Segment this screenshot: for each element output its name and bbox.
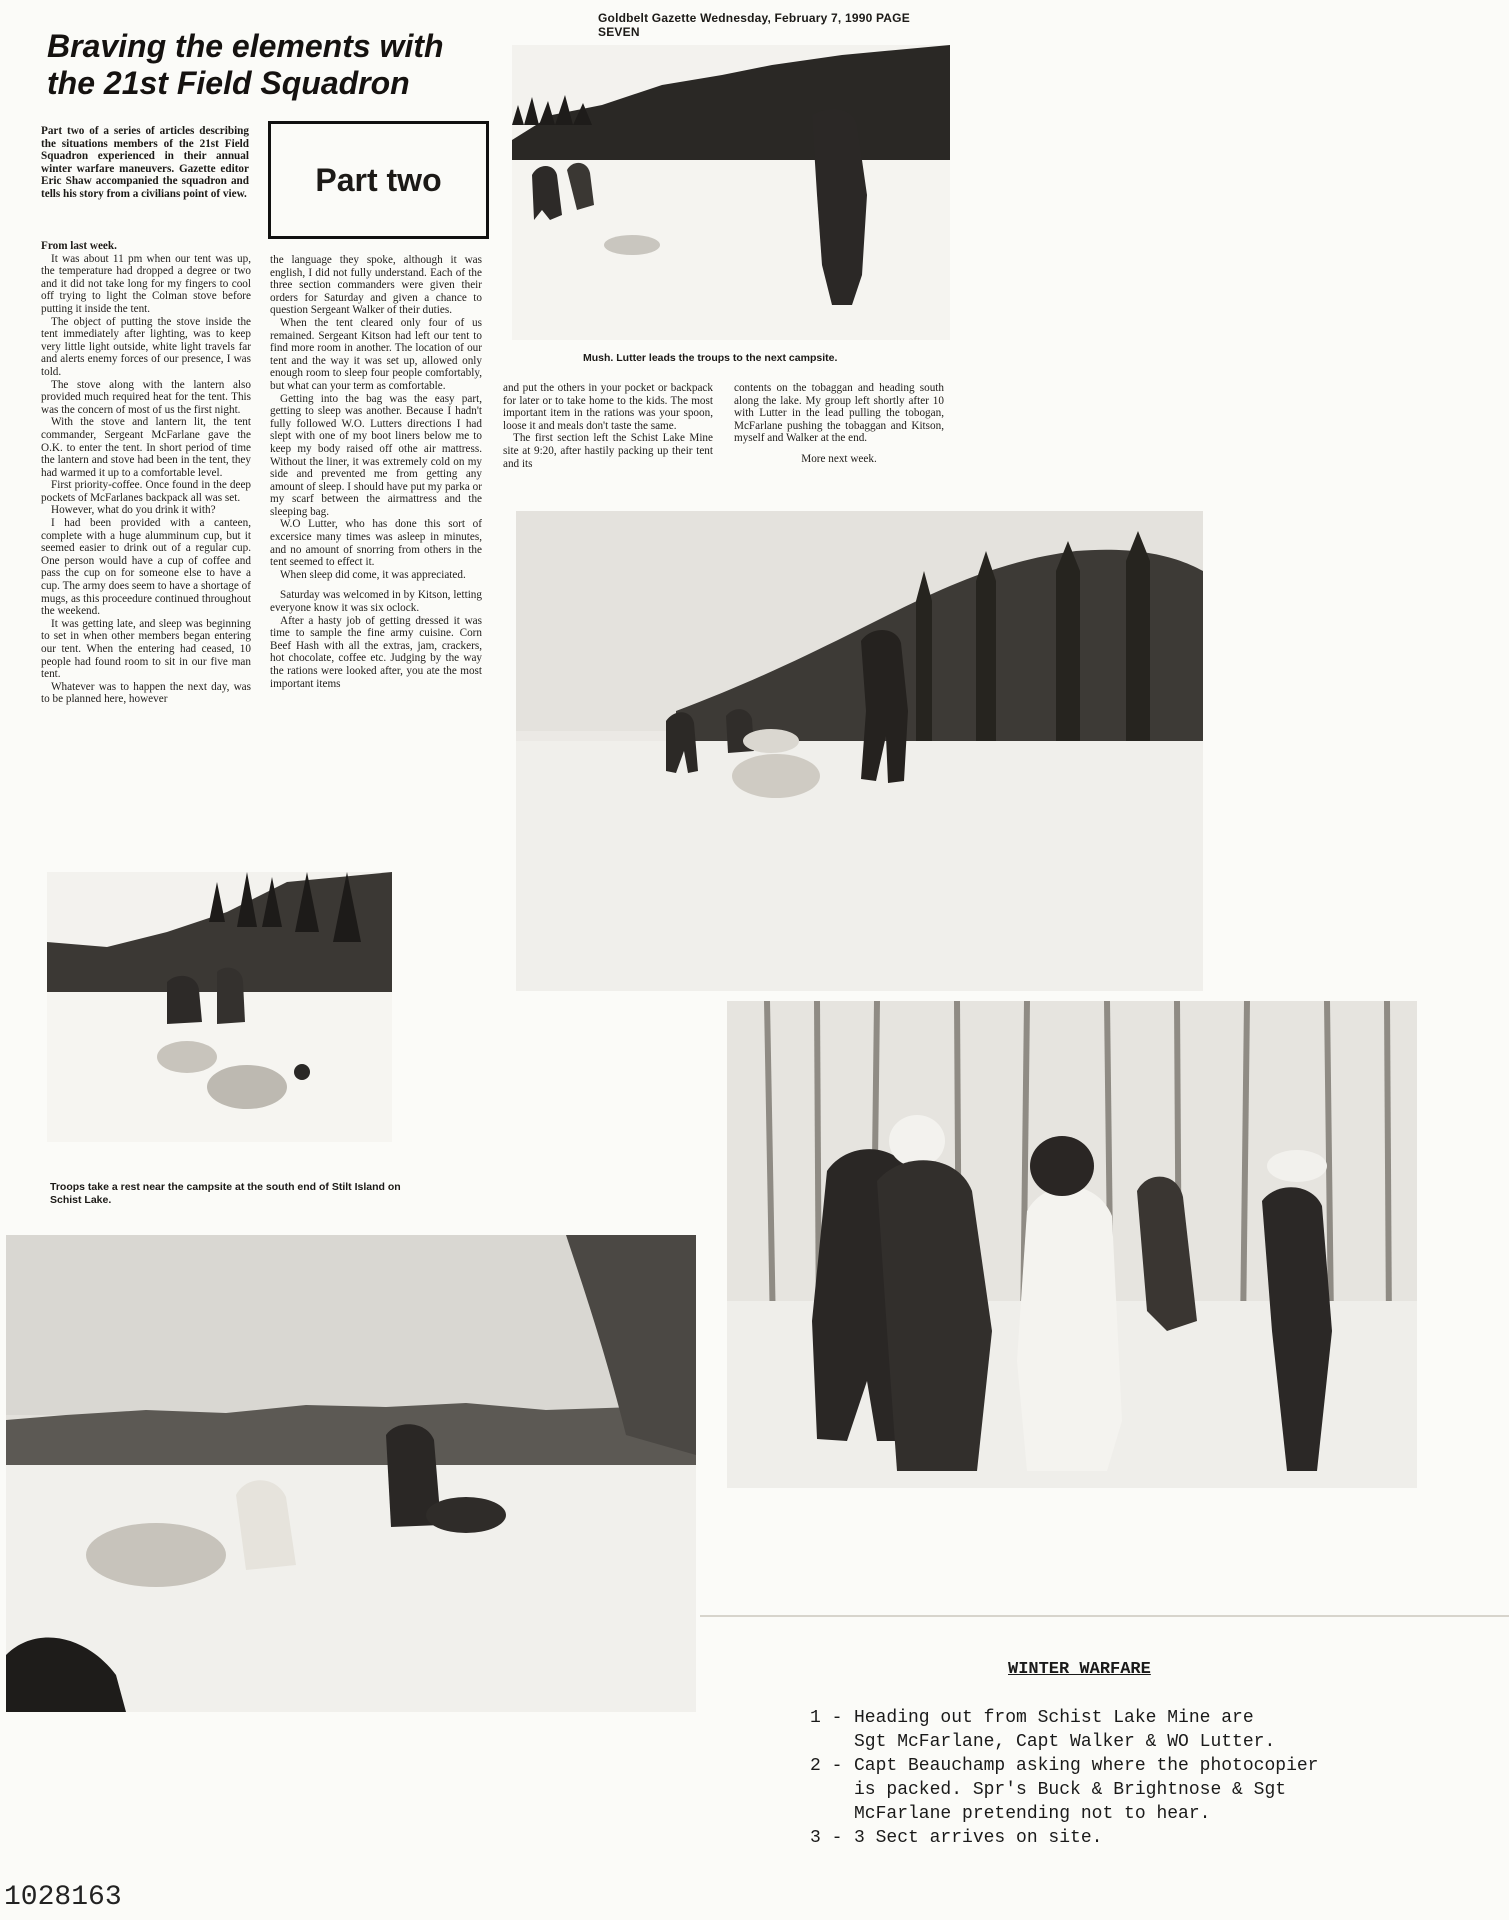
part-label-box: Part two: [268, 121, 489, 239]
paragraph: Getting into the bag was the easy part, getting to sleep was another. Because I hadn't fully followed W.O. Lutters directions I had slept with one of my boot liners below me to keep my body raised off othe air mattress. Without the liner, it was extremely cold on my side and prevented me from getting any amount of sleep. I should have put my parka or my scarf between the airmattress and the sleeping bag.: [270, 392, 482, 518]
paragraph: W.O Lutter, who has done this sort of excersice many times was asleep in minutes, and no amount of snorring from others in the tent seemed to effect it.: [270, 518, 482, 569]
notes-title: WINTER WARFARE: [1008, 1660, 1151, 1679]
note-number: 3 -: [810, 1828, 843, 1848]
note-text: Heading out from Schist Lake Mine are Sgt McFarlane, Capt Walker & WO Lutter.: [854, 1708, 1276, 1752]
notes-list: [810, 1706, 1390, 1850]
paper-edge: [700, 1615, 1509, 1617]
note-text: Capt Beauchamp asking where the photocopier is packed. Spr's Buck & Brightnose & Sgt McFarlane pretending not to hear.: [854, 1756, 1319, 1824]
note-text: 3 Sect arrives on site.: [854, 1828, 1103, 1848]
paragraph: The object of putting the stove inside the tent immediately after lighting, was to keep very little light outside, white light travels far and alerts enemy forces of our presence, I was told.: [41, 315, 251, 378]
article-column-4: [734, 382, 944, 466]
paragraph: With the stove and lantern lit, the tent commander, Sergeant McFarlane gave the O.K. to enter the tent. In short period of time the lantern and stove had been in the tent, they had warmed it up to a comfortable level.: [41, 416, 251, 479]
from-last-week: From last week.: [41, 240, 117, 252]
paragraph: It was about 11 pm when our tent was up, the temperature had dropped a degree or two and it did not take long for my fingers to cool off trying to light the Colman stove before putting it inside the tent.: [41, 252, 251, 315]
paragraph: contents on the tobaggan and heading south along the lake. My group left shortly after 10 with Lutter in the lead pulling the tobogan, McFarlane pushing the tobaggan and Kitson, myself and Walker at the end.: [734, 382, 944, 445]
archive-id-number: 1028163: [4, 1882, 122, 1913]
photo-heading-out: [516, 511, 1203, 991]
paragraph: After a hasty job of getting dressed it was time to sample the fine army cuisine. Corn Beef Hash with all the extras, jam, crackers, hot chocolate, coffee etc. Judging by the way the rations were looked after, you ate the most important items: [270, 614, 482, 690]
paragraph: The stove along with the lantern also provided much required heat for the tent. This was the concern of most of us the first night.: [41, 378, 251, 416]
article-column-3: [503, 382, 713, 470]
note-item: [810, 1754, 1390, 1826]
paragraph: the language they spoke, although it was english, I did not fully understand. Each of the three section commanders were given their orders for Saturday and given a chance to question Sergeant Walker of their duties.: [270, 254, 482, 317]
paragraph: First priority-coffee. Once found in the deep pockets of McFarlanes backpack all was set.: [41, 479, 251, 504]
caption-rest: Troops take a rest near the campsite at the south end of Stilt Island on Schist Lake.: [50, 1181, 401, 1206]
paragraph: When sleep did come, it was appreciated.: [280, 568, 466, 581]
paragraph: The first section left the Schist Lake Mine site at 9:20, after hastily packing up their tent and its: [503, 432, 713, 470]
article-column-2: [270, 254, 482, 690]
newspaper-photo-mush: [512, 45, 950, 340]
note-item: [810, 1826, 1390, 1850]
paragraph: Saturday was welcomed in by Kitson, letting everyone know it was six oclock.: [270, 589, 482, 615]
photo-capt-beauchamp: [727, 1001, 1417, 1488]
article-intro: Part two of a series of articles describing the situations members of the 21st Field Squadron experienced in their annual winter warfare maneuvers. Gazette editor Eric Shaw accompanied the squadron and tells his story from a civilians point of view.: [41, 125, 249, 200]
article-column-1: [41, 240, 251, 706]
note-number: 1 -: [810, 1708, 843, 1728]
article-headline: Braving the elements with the 21st Field Squadron: [47, 28, 444, 101]
photo-3-sect-arrives: [6, 1235, 696, 1712]
caption-mush: Mush. Lutter leads the troups to the next campsite.: [583, 352, 838, 364]
newspaper-masthead: Goldbelt Gazette Wednesday, February 7, 1990 PAGE SEVEN: [598, 11, 910, 39]
note-item: [810, 1706, 1390, 1754]
newspaper-photo-rest: [47, 872, 392, 1142]
note-number: 2 -: [810, 1756, 843, 1776]
paragraph: It was getting late, and sleep was beginning to set in when other members began entering our tent. When the entering had ceased, 10 people had found room to sit in our five man tent.: [41, 617, 251, 681]
paragraph: Whatever was to happen the next day, was to be planned here, however: [41, 680, 251, 706]
paragraph: When the tent cleared only four of us remained. Sergeant Kitson had left our tent to find more room in another. The location of our tent and the way it was set up, allowed only enough room to sleep four people comfortably, but what can your term as comfortable.: [270, 316, 482, 392]
paragraph: and put the others in your pocket or backpack for later or to take home to the kids. The most important item in the rations was your spoon, loose it and meals don't taste the same.: [503, 382, 713, 432]
paragraph: I had been provided with a canteen, complete with a huge alumminum cup, but it seemed easier to drink out of a regular cup. One person would have a cup of coffee and pass the cup on for someone else to have a cup. The army does seem to have a shortage of mugs, as this proceedure continued throughout the weekend.: [41, 517, 251, 618]
paragraph: However, what do you drink it with?: [51, 504, 216, 517]
more-next-week: More next week.: [801, 452, 877, 465]
